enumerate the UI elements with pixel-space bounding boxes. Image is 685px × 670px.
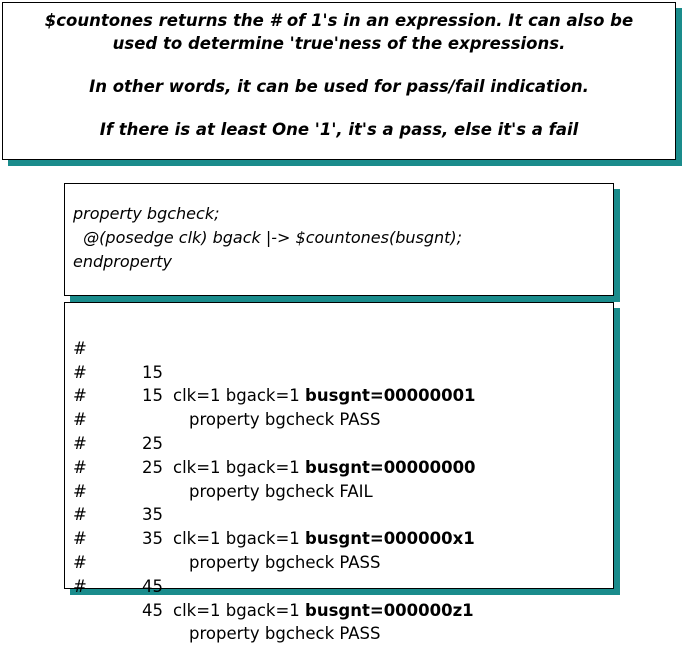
log-text: property bgcheck FAIL (189, 481, 373, 501)
log-hash: # (73, 338, 87, 358)
log-hash: # (73, 410, 87, 430)
log-hash: # (73, 386, 87, 406)
log-message (189, 622, 381, 646)
explanation-line-4: If there is at least One '1', it's a pass, else it's a fail (99, 120, 579, 139)
code-line: @(posedge clk) bgack |-> $countones(busgnt); (73, 228, 463, 247)
explanation-line-3: In other words, it can be used for pass/fail indication. (89, 77, 589, 96)
log-time: 35 (142, 505, 163, 525)
log-text: property bgcheck PASS (189, 624, 381, 644)
explanation-box (2, 2, 676, 160)
log-time: 35 (142, 529, 163, 549)
log-signal: busgnt=000000x1 (305, 529, 475, 549)
log-hash: # (73, 481, 87, 501)
spacer (3, 98, 675, 118)
code-line: property bgcheck; (73, 204, 220, 223)
log-time: 25 (142, 433, 163, 453)
log-time: 15 (142, 362, 163, 382)
log-time: 45 (142, 600, 163, 620)
log-text: property bgcheck PASS (189, 552, 381, 572)
code-line: endproperty (73, 252, 172, 271)
log-message (173, 599, 474, 623)
log-signal: busgnt=000000z1 (305, 600, 474, 620)
log-text: property bgcheck PASS (189, 410, 381, 430)
log-hash: # (73, 505, 87, 525)
log-hash: # (73, 433, 87, 453)
log-hash: # (73, 576, 87, 596)
log-hash: # (73, 457, 87, 477)
log-text: clk=1 bgack=1 (173, 386, 306, 406)
log-row (65, 313, 613, 406)
log-output-box (64, 302, 614, 644)
log-signal: busgnt=00000001 (305, 386, 476, 406)
log-text: clk=1 bgack=1 (173, 529, 306, 549)
log-hash: # (73, 362, 87, 382)
log-time: 25 (142, 457, 163, 477)
log-hash: # (73, 529, 87, 549)
log-text: clk=1 bgack=1 (173, 457, 306, 477)
log-time: 45 (142, 576, 163, 596)
log-text: clk=1 bgack=1 (173, 600, 306, 620)
spacer (3, 55, 675, 75)
log-time: 15 (142, 386, 163, 406)
explanation-line-1: $countones returns the # of 1's in an expression. It can also be (44, 11, 634, 30)
log-signal: busgnt=00000000 (305, 457, 476, 477)
code-box (64, 183, 614, 296)
explanation-line-2: used to determine 'true'ness of the expressions. (112, 34, 566, 53)
log-hash: # (73, 552, 87, 572)
